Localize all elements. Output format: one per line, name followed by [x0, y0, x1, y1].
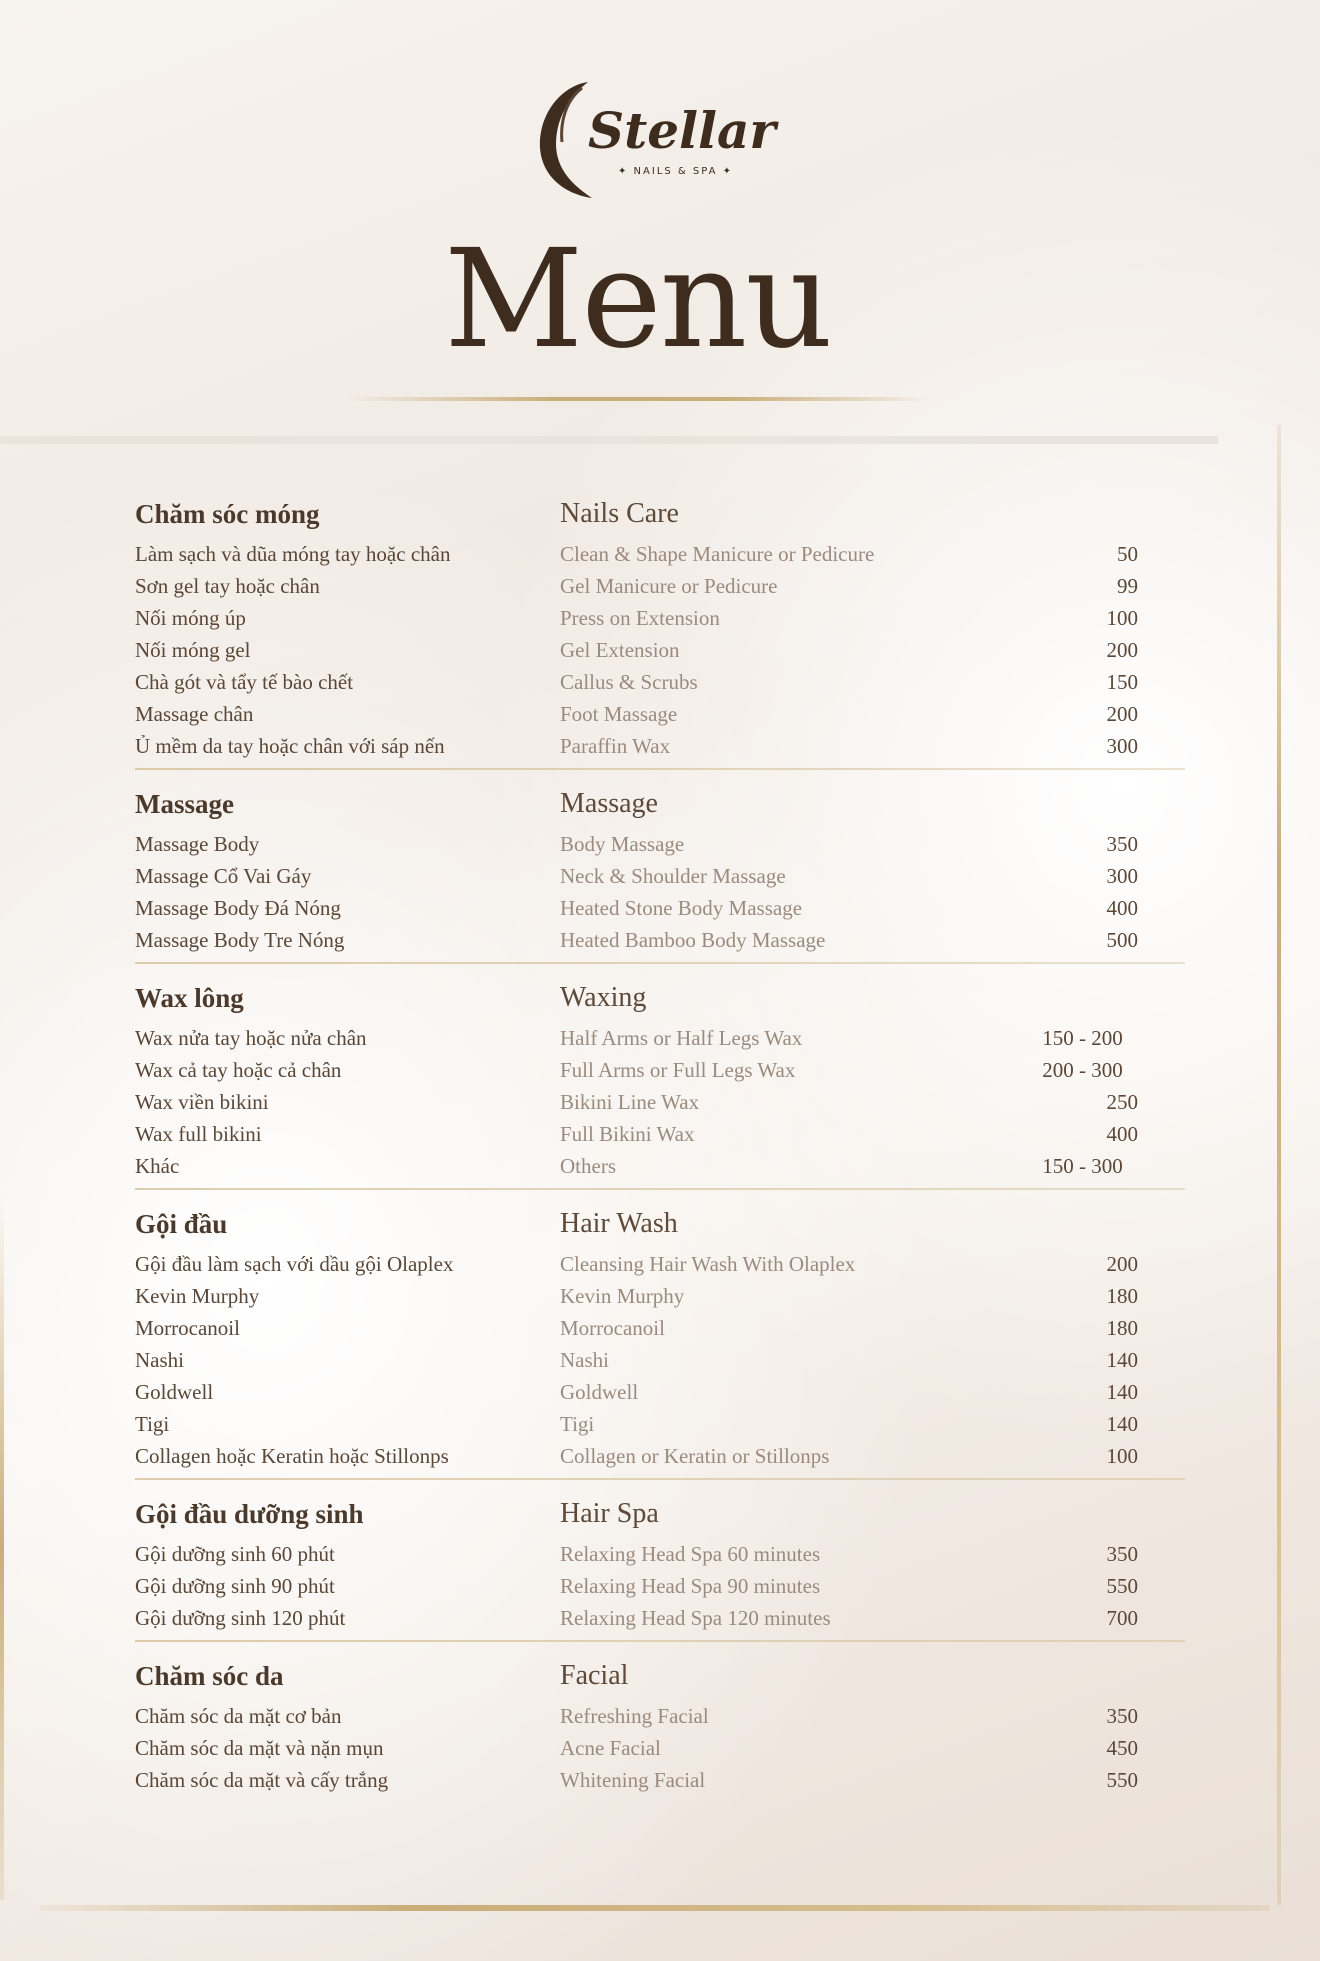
item-price: 200 — [1106, 637, 1138, 662]
menu-item-row — [135, 1602, 1185, 1634]
item-price: 180 — [1106, 1283, 1138, 1308]
section-header — [135, 490, 1185, 538]
item-price: 200 — [1106, 701, 1138, 726]
item-name-vi: Massage Body Tre Nóng — [135, 927, 345, 952]
page-title: Menu — [444, 221, 831, 379]
section-header — [135, 780, 1185, 828]
item-name-en: Foot Massage — [560, 701, 678, 726]
menu-section — [135, 780, 1185, 964]
item-price: 100 — [1106, 1443, 1138, 1468]
section-title-vi: Chăm sóc móng — [135, 498, 320, 529]
item-name-en: Bikini Line Wax — [560, 1089, 700, 1114]
section-title-vi: Wax lông — [135, 982, 244, 1013]
item-name-vi: Collagen hoặc Keratin hoặc Stillonps — [135, 1443, 449, 1468]
item-price: 200 - 300 — [1042, 1057, 1123, 1082]
item-name-en: Tigi — [560, 1411, 595, 1436]
item-name-en: Cleansing Hair Wash With Olaplex — [560, 1251, 856, 1276]
item-name-vi: Chăm sóc da mặt và nặn mụn — [135, 1735, 384, 1760]
menu-section — [135, 1490, 1185, 1642]
item-name-en: Full Bikini Wax — [560, 1121, 695, 1146]
item-name-vi: Nashi — [135, 1347, 184, 1372]
menu-item-row — [135, 1118, 1185, 1150]
menu-section — [135, 1652, 1185, 1796]
item-name-vi: Gội dưỡng sinh 120 phút — [135, 1605, 346, 1630]
item-name-en: Nashi — [560, 1347, 609, 1372]
menu-item-row — [135, 1248, 1185, 1280]
item-name-vi: Wax cả tay hoặc cả chân — [135, 1057, 342, 1082]
menu-sections — [135, 490, 1185, 1796]
menu-item-row — [135, 1440, 1185, 1472]
section-header — [135, 1652, 1185, 1700]
item-name-en: Body Massage — [560, 831, 685, 856]
section-title-vi: Gội đầu dưỡng sinh — [135, 1498, 364, 1529]
item-name-en: Press on Extension — [560, 605, 720, 630]
item-price: 140 — [1106, 1379, 1138, 1404]
item-name-vi: Làm sạch và dũa móng tay hoặc chân — [135, 541, 451, 566]
frame-right-border — [1277, 425, 1281, 1905]
section-title-en: Nails Care — [560, 498, 679, 529]
item-price: 150 - 300 — [1042, 1153, 1123, 1178]
item-name-vi: Massage Body — [135, 831, 260, 856]
menu-item-row — [135, 1376, 1185, 1408]
section-divider — [135, 768, 1185, 770]
section-divider — [135, 1478, 1185, 1480]
menu-item-row — [135, 1280, 1185, 1312]
item-price: 140 — [1106, 1411, 1138, 1436]
section-title-en: Facial — [560, 1660, 629, 1691]
section-divider — [135, 1188, 1185, 1190]
item-price: 500 — [1106, 927, 1138, 952]
section-divider — [135, 1640, 1185, 1642]
menu-section — [135, 1200, 1185, 1480]
item-name-en: Gel Extension — [560, 637, 680, 662]
item-price: 180 — [1106, 1315, 1138, 1340]
item-name-en: Heated Bamboo Body Massage — [560, 927, 826, 952]
item-price: 140 — [1106, 1347, 1138, 1372]
item-price: 100 — [1106, 605, 1138, 630]
item-name-vi: Wax nửa tay hoặc nửa chân — [135, 1025, 367, 1050]
item-name-en: Relaxing Head Spa 90 minutes — [560, 1573, 821, 1598]
item-name-en: Morrocanoil — [560, 1315, 665, 1340]
item-price: 150 - 200 — [1042, 1025, 1123, 1050]
section-divider — [135, 962, 1185, 964]
menu-item-row — [135, 1764, 1185, 1796]
frame-top-border — [0, 436, 1218, 444]
menu-item-row — [135, 666, 1185, 698]
item-name-en: Kevin Murphy — [560, 1283, 685, 1308]
item-price: 400 — [1106, 895, 1138, 920]
item-name-en: Whitening Facial — [560, 1767, 706, 1792]
item-name-vi: Kevin Murphy — [135, 1283, 260, 1308]
item-name-en: Gel Manicure or Pedicure — [560, 573, 778, 598]
item-name-vi: Morrocanoil — [135, 1315, 240, 1340]
brush-stroke-logo-icon — [530, 76, 776, 201]
item-price: 550 — [1106, 1573, 1138, 1598]
svg-text:✦ NAILS & SPA ✦: ✦ NAILS & SPA ✦ — [618, 166, 734, 177]
item-name-vi: Goldwell — [135, 1379, 214, 1404]
menu-item-row — [135, 538, 1185, 570]
section-title-en: Hair Wash — [560, 1208, 678, 1239]
item-name-vi: Gội đầu làm sạch với dầu gội Olaplex — [135, 1251, 454, 1276]
section-title-vi: Gội đầu — [135, 1208, 228, 1239]
menu-item-row — [135, 730, 1185, 762]
menu-section — [135, 974, 1185, 1190]
svg-text:Stellar: Stellar — [588, 101, 776, 160]
item-name-en: Half Arms or Half Legs Wax — [560, 1025, 803, 1050]
item-name-vi: Tigi — [135, 1411, 170, 1436]
item-name-en: Acne Facial — [560, 1735, 661, 1760]
menu-item-row — [135, 1538, 1185, 1570]
item-name-vi: Wax viền bikini — [135, 1089, 269, 1114]
item-price: 700 — [1106, 1605, 1138, 1630]
frame-left-border — [0, 1200, 4, 1900]
item-name-vi: Nối móng gel — [135, 637, 251, 662]
menu-item-row — [135, 1408, 1185, 1440]
item-price: 300 — [1106, 863, 1138, 888]
menu-item-row — [135, 924, 1185, 956]
title-divider — [345, 397, 935, 401]
section-title-en: Hair Spa — [560, 1498, 659, 1529]
item-price: 400 — [1106, 1121, 1138, 1146]
item-name-vi: Gội dưỡng sinh 90 phút — [135, 1573, 335, 1598]
menu-section — [135, 490, 1185, 770]
item-name-en: Paraffin Wax — [560, 733, 671, 758]
item-name-en: Refreshing Facial — [560, 1703, 709, 1728]
item-name-vi: Massage Body Đá Nóng — [135, 895, 341, 920]
section-title-en: Waxing — [560, 982, 647, 1013]
item-name-en: Callus & Scrubs — [560, 669, 698, 694]
item-price: 350 — [1106, 1703, 1138, 1728]
menu-item-row — [135, 1312, 1185, 1344]
item-name-en: Neck & Shoulder Massage — [560, 863, 786, 888]
section-title-vi: Chăm sóc da — [135, 1660, 284, 1691]
menu-item-row — [135, 1054, 1185, 1086]
item-price: 150 — [1106, 669, 1138, 694]
item-name-vi: Gội dưỡng sinh 60 phút — [135, 1541, 335, 1566]
item-price: 99 — [1117, 573, 1138, 598]
item-name-en: Collagen or Keratin or Stillonps — [560, 1443, 830, 1468]
item-name-en: Others — [560, 1153, 616, 1178]
item-name-vi: Chăm sóc da mặt cơ bản — [135, 1703, 342, 1728]
section-title-en: Massage — [560, 788, 658, 819]
item-name-en: Relaxing Head Spa 120 minutes — [560, 1605, 831, 1630]
menu-item-row — [135, 634, 1185, 666]
menu-item-row — [135, 698, 1185, 730]
item-name-en: Relaxing Head Spa 60 minutes — [560, 1541, 821, 1566]
menu-item-row — [135, 892, 1185, 924]
item-price: 50 — [1117, 541, 1138, 566]
menu-item-row — [135, 1732, 1185, 1764]
item-name-vi: Chăm sóc da mặt và cấy trắng — [135, 1767, 389, 1792]
frame-bottom-border — [40, 1905, 1270, 1911]
item-name-en: Heated Stone Body Massage — [560, 895, 803, 920]
menu-item-row — [135, 1570, 1185, 1602]
item-price: 350 — [1106, 1541, 1138, 1566]
menu-item-row — [135, 1700, 1185, 1732]
item-name-vi: Massage chân — [135, 701, 254, 726]
item-name-en: Goldwell — [560, 1379, 639, 1404]
stellar-logo — [530, 76, 776, 201]
menu-item-row — [135, 828, 1185, 860]
item-price: 200 — [1106, 1251, 1138, 1276]
section-title-vi: Massage — [135, 788, 234, 819]
item-name-vi: Nối móng úp — [135, 605, 246, 630]
menu-item-row — [135, 602, 1185, 634]
item-name-vi: Ủ mềm da tay hoặc chân với sáp nến — [135, 733, 445, 758]
item-price: 450 — [1106, 1735, 1138, 1760]
item-name-en: Clean & Shape Manicure or Pedicure — [560, 541, 875, 566]
item-price: 300 — [1106, 733, 1138, 758]
section-header — [135, 974, 1185, 1022]
item-name-vi: Massage Cổ Vai Gáy — [135, 863, 312, 888]
menu-item-row — [135, 1150, 1185, 1182]
item-price: 550 — [1106, 1767, 1138, 1792]
item-name-vi: Chà gót và tẩy tế bào chết — [135, 669, 354, 694]
item-name-vi: Sơn gel tay hoặc chân — [135, 573, 320, 598]
item-price: 250 — [1106, 1089, 1138, 1114]
section-header — [135, 1490, 1185, 1538]
item-name-vi: Wax full bikini — [135, 1121, 262, 1146]
menu-item-row — [135, 570, 1185, 602]
menu-item-row — [135, 1344, 1185, 1376]
menu-item-row — [135, 1022, 1185, 1054]
item-price: 350 — [1106, 831, 1138, 856]
section-header — [135, 1200, 1185, 1248]
item-name-en: Full Arms or Full Legs Wax — [560, 1057, 796, 1082]
menu-item-row — [135, 1086, 1185, 1118]
menu-item-row — [135, 860, 1185, 892]
item-name-vi: Khác — [135, 1153, 180, 1178]
